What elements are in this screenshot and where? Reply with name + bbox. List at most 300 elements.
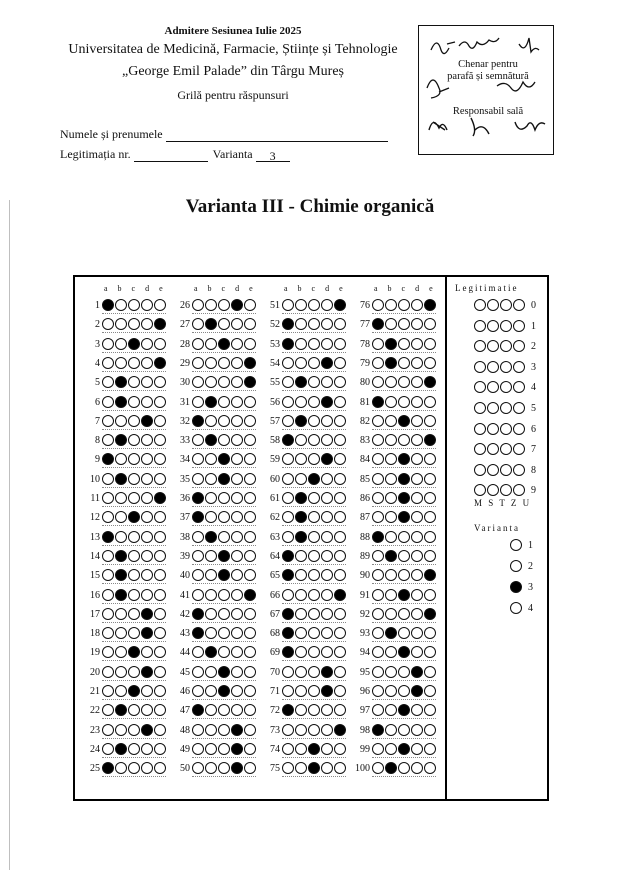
answer-bubble-e[interactable] (154, 396, 166, 408)
answer-bubble-c[interactable] (308, 396, 320, 408)
answer-bubble-e[interactable] (424, 415, 436, 427)
varianta-bubble-2[interactable] (510, 560, 522, 572)
answer-bubble-d[interactable] (231, 608, 243, 620)
answer-bubble-e[interactable] (424, 608, 436, 620)
legitimatie-bubble[interactable] (487, 423, 499, 435)
answer-bubble-b[interactable] (205, 589, 217, 601)
answer-bubble-e[interactable] (424, 743, 436, 755)
answer-bubble-a[interactable] (192, 608, 204, 620)
answer-bubble-c[interactable] (128, 415, 140, 427)
answer-bubble-c[interactable] (128, 608, 140, 620)
answer-bubble-c[interactable] (398, 666, 410, 678)
answer-bubble-a[interactable] (102, 627, 114, 639)
answer-bubble-a[interactable] (192, 492, 204, 504)
answer-bubble-d[interactable] (411, 531, 423, 543)
answer-bubble-b[interactable] (295, 550, 307, 562)
answer-bubble-e[interactable] (334, 608, 346, 620)
answer-bubble-e[interactable] (334, 473, 346, 485)
answer-bubble-c[interactable] (398, 685, 410, 697)
answer-bubble-b[interactable] (115, 473, 127, 485)
answer-bubble-e[interactable] (424, 666, 436, 678)
legitimatie-bubble[interactable] (500, 423, 512, 435)
answer-bubble-a[interactable] (372, 531, 384, 543)
answer-bubble-e[interactable] (154, 743, 166, 755)
answer-bubble-d[interactable] (141, 608, 153, 620)
answer-bubble-c[interactable] (398, 299, 410, 311)
answer-bubble-c[interactable] (308, 473, 320, 485)
answer-bubble-d[interactable] (411, 299, 423, 311)
answer-bubble-d[interactable] (231, 724, 243, 736)
answer-bubble-c[interactable] (218, 627, 230, 639)
answer-bubble-c[interactable] (308, 531, 320, 543)
answer-bubble-b[interactable] (295, 492, 307, 504)
legitimatie-bubble[interactable] (500, 299, 512, 311)
answer-bubble-c[interactable] (218, 434, 230, 446)
answer-bubble-d[interactable] (411, 550, 423, 562)
answer-bubble-d[interactable] (411, 627, 423, 639)
answer-bubble-b[interactable] (295, 396, 307, 408)
answer-bubble-c[interactable] (128, 666, 140, 678)
answer-bubble-b[interactable] (115, 415, 127, 427)
legitimatie-bubble[interactable] (513, 423, 525, 435)
answer-bubble-c[interactable] (308, 685, 320, 697)
answer-bubble-a[interactable] (102, 492, 114, 504)
answer-bubble-d[interactable] (141, 550, 153, 562)
answer-bubble-a[interactable] (372, 396, 384, 408)
answer-bubble-a[interactable] (282, 357, 294, 369)
answer-bubble-c[interactable] (308, 724, 320, 736)
answer-bubble-a[interactable] (282, 550, 294, 562)
answer-bubble-b[interactable] (295, 685, 307, 697)
answer-bubble-e[interactable] (334, 724, 346, 736)
answer-bubble-b[interactable] (205, 685, 217, 697)
legitimatie-bubble[interactable] (474, 423, 486, 435)
answer-bubble-b[interactable] (385, 608, 397, 620)
answer-bubble-e[interactable] (424, 589, 436, 601)
answer-bubble-e[interactable] (244, 666, 256, 678)
answer-bubble-a[interactable] (102, 434, 114, 446)
answer-bubble-d[interactable] (411, 685, 423, 697)
answer-bubble-d[interactable] (141, 357, 153, 369)
answer-bubble-e[interactable] (244, 685, 256, 697)
legitimatie-bubble[interactable] (500, 464, 512, 476)
answer-bubble-b[interactable] (205, 338, 217, 350)
answer-bubble-d[interactable] (231, 396, 243, 408)
answer-bubble-d[interactable] (231, 627, 243, 639)
answer-bubble-b[interactable] (385, 415, 397, 427)
legitimatie-bubble[interactable] (474, 361, 486, 373)
answer-bubble-e[interactable] (424, 434, 436, 446)
answer-bubble-d[interactable] (231, 357, 243, 369)
answer-bubble-b[interactable] (205, 434, 217, 446)
answer-bubble-e[interactable] (244, 473, 256, 485)
answer-bubble-e[interactable] (334, 550, 346, 562)
answer-bubble-e[interactable] (244, 396, 256, 408)
answer-bubble-e[interactable] (244, 743, 256, 755)
answer-bubble-e[interactable] (244, 627, 256, 639)
answer-bubble-e[interactable] (154, 627, 166, 639)
answer-bubble-a[interactable] (282, 473, 294, 485)
answer-bubble-a[interactable] (282, 492, 294, 504)
answer-bubble-d[interactable] (141, 434, 153, 446)
answer-bubble-d[interactable] (321, 338, 333, 350)
answer-bubble-b[interactable] (115, 627, 127, 639)
answer-bubble-a[interactable] (102, 608, 114, 620)
answer-bubble-b[interactable] (295, 434, 307, 446)
answer-bubble-a[interactable] (192, 434, 204, 446)
answer-bubble-a[interactable] (282, 434, 294, 446)
answer-bubble-b[interactable] (295, 589, 307, 601)
answer-bubble-c[interactable] (308, 666, 320, 678)
answer-bubble-b[interactable] (205, 492, 217, 504)
answer-bubble-b[interactable] (295, 473, 307, 485)
answer-bubble-a[interactable] (282, 743, 294, 755)
answer-bubble-c[interactable] (128, 473, 140, 485)
answer-bubble-b[interactable] (115, 396, 127, 408)
legitimatie-bubble[interactable] (500, 402, 512, 414)
answer-bubble-b[interactable] (385, 396, 397, 408)
answer-bubble-b[interactable] (385, 473, 397, 485)
answer-bubble-a[interactable] (282, 338, 294, 350)
answer-bubble-d[interactable] (411, 608, 423, 620)
answer-bubble-a[interactable] (372, 357, 384, 369)
answer-bubble-a[interactable] (282, 396, 294, 408)
answer-bubble-c[interactable] (308, 550, 320, 562)
answer-bubble-b[interactable] (385, 743, 397, 755)
answer-bubble-b[interactable] (205, 608, 217, 620)
answer-bubble-a[interactable] (372, 627, 384, 639)
answer-bubble-d[interactable] (141, 743, 153, 755)
answer-bubble-b[interactable] (205, 724, 217, 736)
answer-bubble-c[interactable] (218, 415, 230, 427)
id-field[interactable] (134, 149, 208, 162)
answer-bubble-d[interactable] (231, 666, 243, 678)
answer-bubble-a[interactable] (372, 550, 384, 562)
answer-bubble-d[interactable] (231, 743, 243, 755)
answer-bubble-c[interactable] (128, 299, 140, 311)
answer-bubble-b[interactable] (295, 608, 307, 620)
answer-bubble-e[interactable] (424, 627, 436, 639)
answer-bubble-d[interactable] (321, 743, 333, 755)
answer-bubble-b[interactable] (205, 473, 217, 485)
answer-bubble-d[interactable] (411, 743, 423, 755)
answer-bubble-e[interactable] (424, 685, 436, 697)
answer-bubble-e[interactable] (154, 299, 166, 311)
varianta-bubble-3[interactable] (510, 581, 522, 593)
answer-bubble-d[interactable] (141, 396, 153, 408)
answer-bubble-a[interactable] (102, 415, 114, 427)
answer-bubble-a[interactable] (282, 299, 294, 311)
answer-bubble-c[interactable] (398, 492, 410, 504)
answer-bubble-b[interactable] (295, 666, 307, 678)
answer-bubble-d[interactable] (231, 589, 243, 601)
answer-bubble-c[interactable] (128, 724, 140, 736)
answer-bubble-e[interactable] (424, 338, 436, 350)
answer-bubble-e[interactable] (244, 338, 256, 350)
answer-bubble-c[interactable] (218, 531, 230, 543)
answer-bubble-d[interactable] (141, 685, 153, 697)
answer-bubble-c[interactable] (398, 589, 410, 601)
answer-bubble-b[interactable] (385, 338, 397, 350)
answer-bubble-e[interactable] (424, 550, 436, 562)
answer-bubble-d[interactable] (321, 396, 333, 408)
answer-bubble-a[interactable] (102, 473, 114, 485)
answer-bubble-d[interactable] (411, 434, 423, 446)
answer-bubble-d[interactable] (231, 473, 243, 485)
answer-bubble-a[interactable] (102, 743, 114, 755)
answer-bubble-d[interactable] (411, 338, 423, 350)
answer-bubble-e[interactable] (154, 357, 166, 369)
legitimatie-bubble[interactable] (487, 402, 499, 414)
answer-bubble-a[interactable] (192, 743, 204, 755)
answer-bubble-e[interactable] (244, 415, 256, 427)
answer-bubble-c[interactable] (398, 357, 410, 369)
answer-bubble-d[interactable] (321, 473, 333, 485)
answer-bubble-d[interactable] (141, 492, 153, 504)
answer-bubble-e[interactable] (334, 434, 346, 446)
legitimatie-bubble[interactable] (474, 464, 486, 476)
answer-bubble-a[interactable] (282, 589, 294, 601)
answer-bubble-a[interactable] (192, 724, 204, 736)
answer-bubble-a[interactable] (102, 724, 114, 736)
legitimatie-bubble[interactable] (487, 320, 499, 332)
answer-bubble-d[interactable] (141, 473, 153, 485)
answer-bubble-a[interactable] (102, 531, 114, 543)
answer-bubble-a[interactable] (192, 473, 204, 485)
answer-bubble-b[interactable] (295, 357, 307, 369)
answer-bubble-b[interactable] (295, 724, 307, 736)
legitimatie-bubble[interactable] (513, 320, 525, 332)
answer-bubble-c[interactable] (128, 357, 140, 369)
answer-bubble-a[interactable] (372, 724, 384, 736)
legitimatie-bubble[interactable] (513, 464, 525, 476)
answer-bubble-a[interactable] (192, 357, 204, 369)
answer-bubble-e[interactable] (244, 531, 256, 543)
answer-bubble-b[interactable] (385, 627, 397, 639)
answer-bubble-d[interactable] (411, 473, 423, 485)
legitimatie-bubble[interactable] (487, 299, 499, 311)
answer-bubble-a[interactable] (282, 415, 294, 427)
answer-bubble-a[interactable] (372, 666, 384, 678)
answer-bubble-d[interactable] (231, 492, 243, 504)
answer-bubble-e[interactable] (154, 550, 166, 562)
answer-bubble-d[interactable] (141, 299, 153, 311)
answer-bubble-b[interactable] (115, 531, 127, 543)
answer-bubble-b[interactable] (295, 338, 307, 350)
answer-bubble-b[interactable] (385, 434, 397, 446)
answer-bubble-a[interactable] (192, 550, 204, 562)
answer-bubble-b[interactable] (115, 357, 127, 369)
answer-bubble-c[interactable] (398, 473, 410, 485)
answer-bubble-a[interactable] (282, 608, 294, 620)
answer-bubble-c[interactable] (308, 299, 320, 311)
legitimatie-bubble[interactable] (500, 320, 512, 332)
legitimatie-bubble[interactable] (487, 464, 499, 476)
answer-bubble-d[interactable] (141, 531, 153, 543)
legitimatie-bubble[interactable] (513, 299, 525, 311)
answer-bubble-d[interactable] (231, 434, 243, 446)
answer-bubble-a[interactable] (372, 434, 384, 446)
answer-bubble-d[interactable] (411, 492, 423, 504)
answer-bubble-d[interactable] (321, 415, 333, 427)
legitimatie-bubble[interactable] (513, 402, 525, 414)
legitimatie-bubble[interactable] (487, 361, 499, 373)
answer-bubble-a[interactable] (192, 666, 204, 678)
answer-bubble-d[interactable] (411, 666, 423, 678)
answer-bubble-c[interactable] (128, 531, 140, 543)
answer-bubble-e[interactable] (334, 743, 346, 755)
answer-bubble-e[interactable] (154, 666, 166, 678)
answer-bubble-c[interactable] (128, 396, 140, 408)
answer-bubble-b[interactable] (205, 550, 217, 562)
answer-bubble-a[interactable] (102, 550, 114, 562)
answer-bubble-c[interactable] (218, 357, 230, 369)
answer-bubble-b[interactable] (115, 589, 127, 601)
answer-bubble-c[interactable] (308, 743, 320, 755)
answer-bubble-e[interactable] (154, 492, 166, 504)
answer-bubble-a[interactable] (192, 299, 204, 311)
answer-bubble-d[interactable] (141, 589, 153, 601)
answer-bubble-a[interactable] (282, 627, 294, 639)
answer-bubble-d[interactable] (141, 338, 153, 350)
answer-bubble-e[interactable] (334, 415, 346, 427)
answer-bubble-e[interactable] (334, 589, 346, 601)
answer-bubble-a[interactable] (102, 357, 114, 369)
answer-bubble-c[interactable] (218, 666, 230, 678)
answer-bubble-d[interactable] (321, 608, 333, 620)
answer-bubble-a[interactable] (372, 608, 384, 620)
answer-bubble-e[interactable] (424, 357, 436, 369)
answer-bubble-c[interactable] (398, 531, 410, 543)
answer-bubble-e[interactable] (154, 338, 166, 350)
answer-bubble-b[interactable] (385, 724, 397, 736)
answer-bubble-c[interactable] (308, 627, 320, 639)
answer-bubble-b[interactable] (115, 492, 127, 504)
answer-bubble-e[interactable] (424, 396, 436, 408)
answer-bubble-c[interactable] (128, 550, 140, 562)
answer-bubble-b[interactable] (385, 531, 397, 543)
answer-bubble-c[interactable] (398, 608, 410, 620)
answer-bubble-d[interactable] (321, 666, 333, 678)
answer-bubble-b[interactable] (295, 415, 307, 427)
answer-bubble-d[interactable] (321, 685, 333, 697)
answer-bubble-a[interactable] (192, 415, 204, 427)
answer-bubble-c[interactable] (128, 685, 140, 697)
answer-bubble-e[interactable] (154, 724, 166, 736)
answer-bubble-b[interactable] (385, 299, 397, 311)
answer-bubble-b[interactable] (205, 743, 217, 755)
answer-bubble-c[interactable] (218, 608, 230, 620)
answer-bubble-d[interactable] (321, 550, 333, 562)
answer-bubble-c[interactable] (218, 685, 230, 697)
answer-bubble-e[interactable] (424, 473, 436, 485)
answer-bubble-c[interactable] (128, 338, 140, 350)
answer-bubble-d[interactable] (231, 531, 243, 543)
answer-bubble-c[interactable] (218, 589, 230, 601)
answer-bubble-a[interactable] (372, 589, 384, 601)
answer-bubble-d[interactable] (321, 724, 333, 736)
varianta-bubble-1[interactable] (510, 539, 522, 551)
answer-bubble-a[interactable] (372, 473, 384, 485)
answer-bubble-c[interactable] (218, 299, 230, 311)
answer-bubble-a[interactable] (102, 338, 114, 350)
answer-bubble-a[interactable] (372, 685, 384, 697)
answer-bubble-b[interactable] (115, 743, 127, 755)
answer-bubble-c[interactable] (128, 492, 140, 504)
answer-bubble-a[interactable] (102, 666, 114, 678)
answer-bubble-c[interactable] (218, 492, 230, 504)
answer-bubble-d[interactable] (141, 666, 153, 678)
answer-bubble-c[interactable] (218, 396, 230, 408)
answer-bubble-e[interactable] (334, 492, 346, 504)
answer-bubble-e[interactable] (334, 338, 346, 350)
answer-bubble-d[interactable] (141, 724, 153, 736)
answer-bubble-b[interactable] (385, 589, 397, 601)
answer-bubble-b[interactable] (385, 357, 397, 369)
answer-bubble-b[interactable] (295, 743, 307, 755)
answer-bubble-c[interactable] (398, 396, 410, 408)
answer-bubble-d[interactable] (321, 492, 333, 504)
answer-bubble-a[interactable] (192, 627, 204, 639)
answer-bubble-b[interactable] (115, 299, 127, 311)
answer-bubble-b[interactable] (115, 550, 127, 562)
answer-bubble-e[interactable] (244, 492, 256, 504)
legitimatie-bubble[interactable] (474, 299, 486, 311)
name-field[interactable] (166, 129, 388, 142)
answer-bubble-b[interactable] (205, 357, 217, 369)
answer-bubble-e[interactable] (244, 299, 256, 311)
answer-bubble-b[interactable] (115, 685, 127, 697)
answer-bubble-c[interactable] (218, 473, 230, 485)
answer-bubble-b[interactable] (205, 415, 217, 427)
answer-bubble-d[interactable] (231, 338, 243, 350)
legitimatie-bubble[interactable] (513, 361, 525, 373)
answer-bubble-a[interactable] (282, 531, 294, 543)
answer-bubble-d[interactable] (231, 685, 243, 697)
answer-bubble-e[interactable] (334, 299, 346, 311)
answer-bubble-d[interactable] (411, 589, 423, 601)
answer-bubble-b[interactable] (115, 338, 127, 350)
answer-bubble-b[interactable] (115, 434, 127, 446)
answer-bubble-e[interactable] (424, 492, 436, 504)
answer-bubble-e[interactable] (244, 724, 256, 736)
answer-bubble-e[interactable] (154, 415, 166, 427)
answer-bubble-b[interactable] (385, 666, 397, 678)
answer-bubble-d[interactable] (141, 415, 153, 427)
answer-bubble-a[interactable] (192, 589, 204, 601)
answer-bubble-d[interactable] (141, 627, 153, 639)
answer-bubble-d[interactable] (321, 434, 333, 446)
answer-bubble-c[interactable] (128, 434, 140, 446)
answer-bubble-e[interactable] (154, 589, 166, 601)
answer-bubble-a[interactable] (192, 338, 204, 350)
answer-bubble-d[interactable] (321, 299, 333, 311)
answer-bubble-c[interactable] (398, 627, 410, 639)
answer-bubble-a[interactable] (102, 299, 114, 311)
answer-bubble-a[interactable] (102, 685, 114, 697)
answer-bubble-c[interactable] (308, 589, 320, 601)
answer-bubble-e[interactable] (154, 685, 166, 697)
answer-bubble-e[interactable] (154, 531, 166, 543)
answer-bubble-b[interactable] (295, 627, 307, 639)
answer-bubble-e[interactable] (334, 685, 346, 697)
answer-bubble-b[interactable] (115, 666, 127, 678)
answer-bubble-e[interactable] (334, 396, 346, 408)
answer-bubble-e[interactable] (424, 531, 436, 543)
answer-bubble-b[interactable] (205, 299, 217, 311)
answer-bubble-b[interactable] (295, 299, 307, 311)
answer-bubble-e[interactable] (154, 608, 166, 620)
